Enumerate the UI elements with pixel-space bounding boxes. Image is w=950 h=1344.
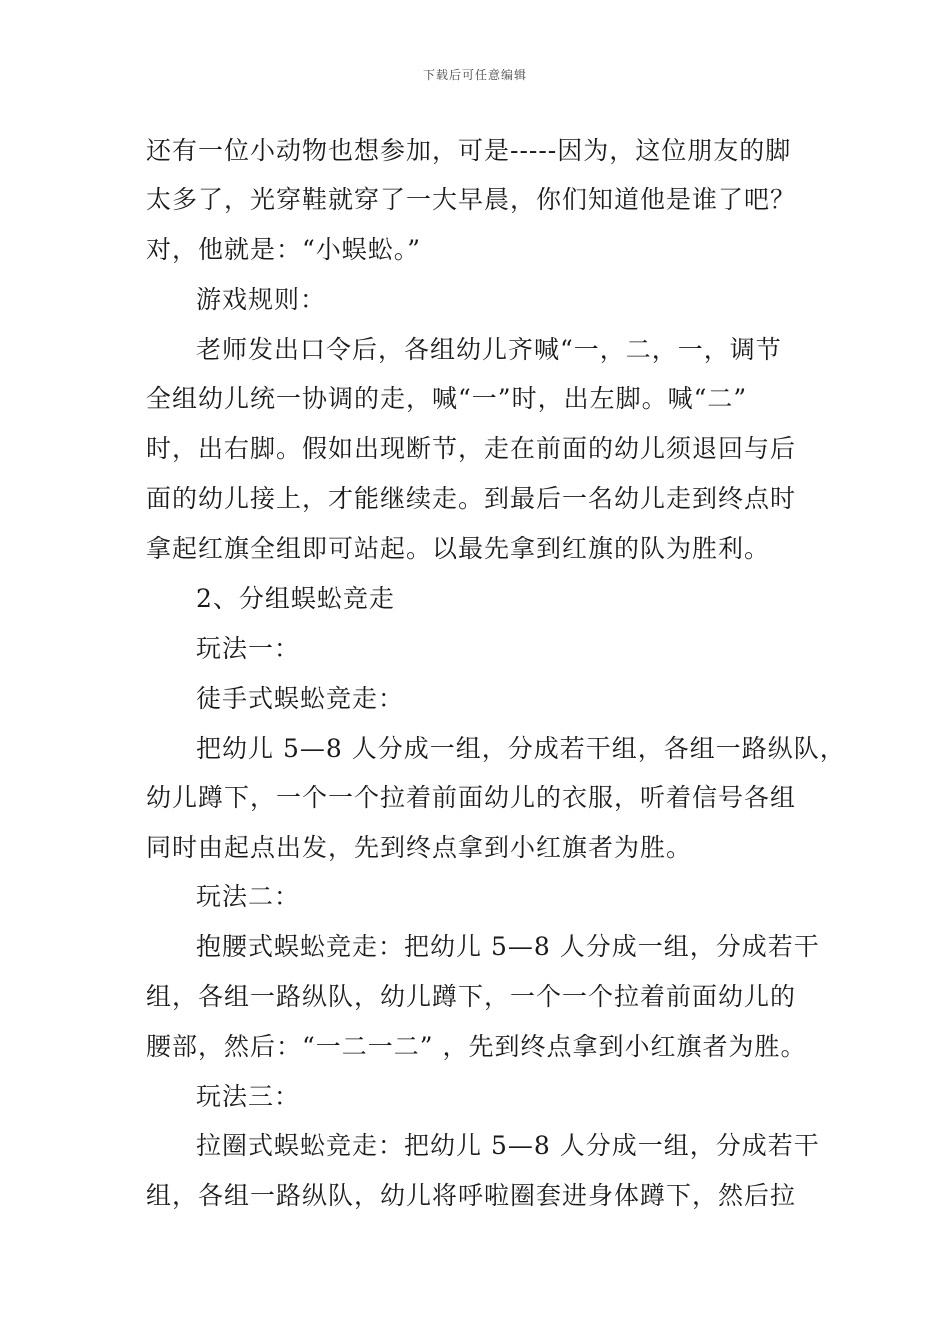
section-heading: 2、分组蜈蚣竞走	[196, 584, 395, 613]
text-line: 对，他就是：“小蜈蚣。”	[146, 235, 422, 264]
section-heading: 玩法一：	[196, 634, 301, 663]
text-line: 时，出右脚。假如出现断节，走在前面的幼儿须退回与后	[146, 434, 797, 463]
text-line: 同时由起点出发，先到终点拿到小红旗者为胜。	[146, 833, 693, 862]
section-heading: 玩法二：	[196, 882, 301, 911]
header-note: 下载后可任意编辑	[422, 68, 527, 82]
section-heading: 玩法三：	[196, 1082, 301, 1111]
text-line: 腰部，然后：“一二一二” ，先到终点拿到小红旗者为胜。	[146, 1032, 807, 1061]
section-heading: 徒手式蜈蚣竞走：	[196, 684, 405, 713]
section-heading: 游戏规则：	[196, 285, 327, 314]
text-line: 面的幼儿接上，才能继续走。到最后一名幼儿走到终点时	[146, 484, 797, 513]
text-line: 把幼儿 5—8 人分成一组，分成若干组，各组一路纵队，	[196, 734, 846, 763]
text-line: 幼儿蹲下，一个一个拉着前面幼儿的衣服，听着信号各组	[146, 783, 797, 812]
text-line: 老师发出口令后，各组幼儿齐喊“一，二，一，调节	[196, 335, 782, 364]
text-line: 组，各组一路纵队，幼儿蹲下，一个一个拉着前面幼儿的	[146, 982, 797, 1011]
text-line: 全组幼儿统一协调的走，喊“一”时，出左脚。喊“二”	[146, 384, 748, 413]
text-line: 太多了，光穿鞋就穿了一大早晨，你们知道他是谁了吧？	[146, 185, 797, 214]
text-line: 拿起红旗全组即可站起。以最先拿到红旗的队为胜利。	[146, 534, 771, 563]
text-line: 还有一位小动物也想参加，可是-----因为，这位朋友的脚	[146, 136, 792, 165]
text-line: 组，各组一路纵队，幼儿将呼啦圈套进身体蹲下，然后拉	[146, 1181, 797, 1210]
text-line: 拉圈式蜈蚣竞走：把幼儿 5—8 人分成一组，分成若干	[196, 1131, 820, 1160]
text-line: 抱腰式蜈蚣竞走：把幼儿 5—8 人分成一组，分成若干	[196, 932, 820, 961]
